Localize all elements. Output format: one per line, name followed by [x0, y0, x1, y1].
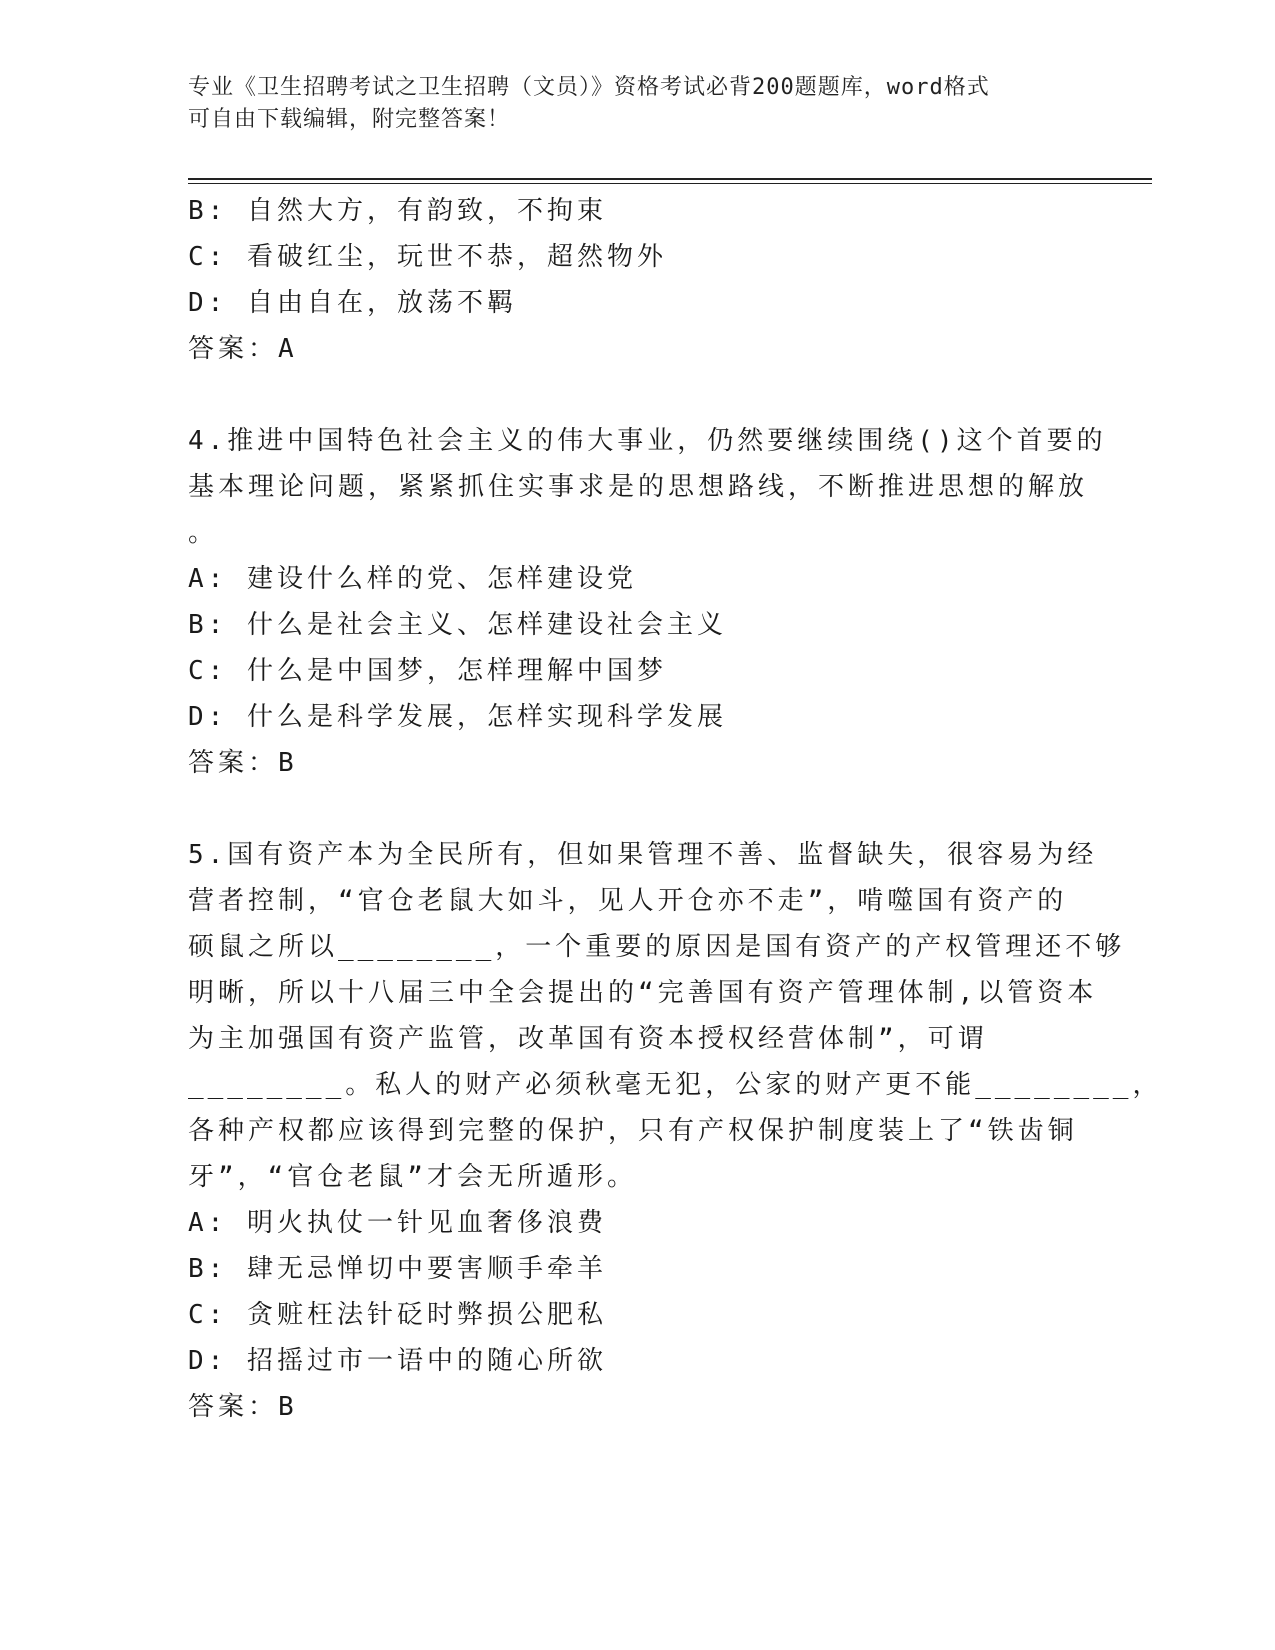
option-d: D: 什么是科学发展，怎样实现科学发展 — [188, 702, 727, 732]
question-stem-line: 。 — [188, 518, 219, 548]
option-c: C: 贪赃枉法针砭时弊损公肥私 — [188, 1300, 607, 1330]
answer-value: A — [278, 334, 298, 364]
answer-label: 答案： — [188, 1392, 279, 1422]
answer-value: B — [278, 1392, 298, 1422]
question-stem-line: 为主加强国有资产监管，改革国有资本授权经营体制”，可谓 — [188, 1024, 988, 1054]
option-d: D: 招摇过市一语中的随心所欲 — [188, 1346, 607, 1376]
option-b: B: 肆无忌惮切中要害顺手牵羊 — [188, 1254, 607, 1284]
header-title-line-1: 专业《卫生招聘考试之卫生招聘（文员）》资格考试必背200题题库，word格式 — [188, 75, 990, 100]
option-c: C: 什么是中国梦，怎样理解中国梦 — [188, 656, 667, 686]
question-stem-line: 基本理论问题，紧紧抓住实事求是的思想路线，不断推进思想的解放 — [188, 472, 1089, 502]
question-4 — [188, 418, 1107, 786]
option-b: B: 什么是社会主义、怎样建设社会主义 — [188, 610, 727, 640]
question-stem-line: 明晰，所以十八届三中全会提出的“完善国有资产管理体制,以管资本 — [188, 978, 1098, 1008]
question-stem-line: ________。私人的财产必须秋毫无犯，公家的财产更不能________， — [188, 1070, 1163, 1100]
document-body — [188, 188, 1163, 1430]
question-stem-line: 营者控制，“官仓老鼠大如斗，见人开仓亦不走”，啃噬国有资产的 — [188, 886, 1068, 916]
answer-value: B — [278, 748, 298, 778]
option-a: A: 建设什么样的党、怎样建设党 — [188, 564, 637, 594]
answer-label: 答案： — [188, 748, 279, 778]
header-title-line-2: 可自由下载编辑，附完整答案！ — [188, 107, 511, 132]
question-stem-line: 5.国有资产本为全民所有，但如果管理不善、监督缺失，很容易为经 — [188, 840, 1098, 870]
question-stem-line: 牙”，“官仓老鼠”才会无所遁形。 — [188, 1162, 637, 1192]
option-b: B: 自然大方，有韵致，不拘束 — [188, 196, 607, 226]
option-c: C: 看破红尘，玩世不恭，超然物外 — [188, 242, 667, 272]
question-stem-line: 硕鼠之所以________，一个重要的原因是国有资产的产权管理还不够 — [188, 932, 1126, 962]
header-divider-thin — [188, 183, 1152, 184]
question-3-tail — [188, 188, 1068, 372]
question-stem-line: 各种产权都应该得到完整的保护，只有产权保护制度装上了“铁齿铜 — [188, 1116, 1078, 1146]
spacer — [188, 372, 1068, 418]
answer-line — [188, 1384, 1068, 1430]
answer-label: 答案： — [188, 334, 279, 364]
option-a: A: 明火执仗一针见血奢侈浪费 — [188, 1208, 607, 1238]
question-stem-line: 4.推进中国特色社会主义的伟大事业，仍然要继续围绕()这个首要的 — [188, 426, 1107, 456]
question-5 — [188, 832, 1163, 1430]
header-divider-thick — [188, 178, 1152, 180]
answer-line — [188, 740, 1068, 786]
spacer — [188, 786, 1068, 832]
answer-line — [188, 326, 1068, 372]
document-header — [188, 72, 1068, 136]
option-d: D: 自由自在，放荡不羁 — [188, 288, 517, 318]
